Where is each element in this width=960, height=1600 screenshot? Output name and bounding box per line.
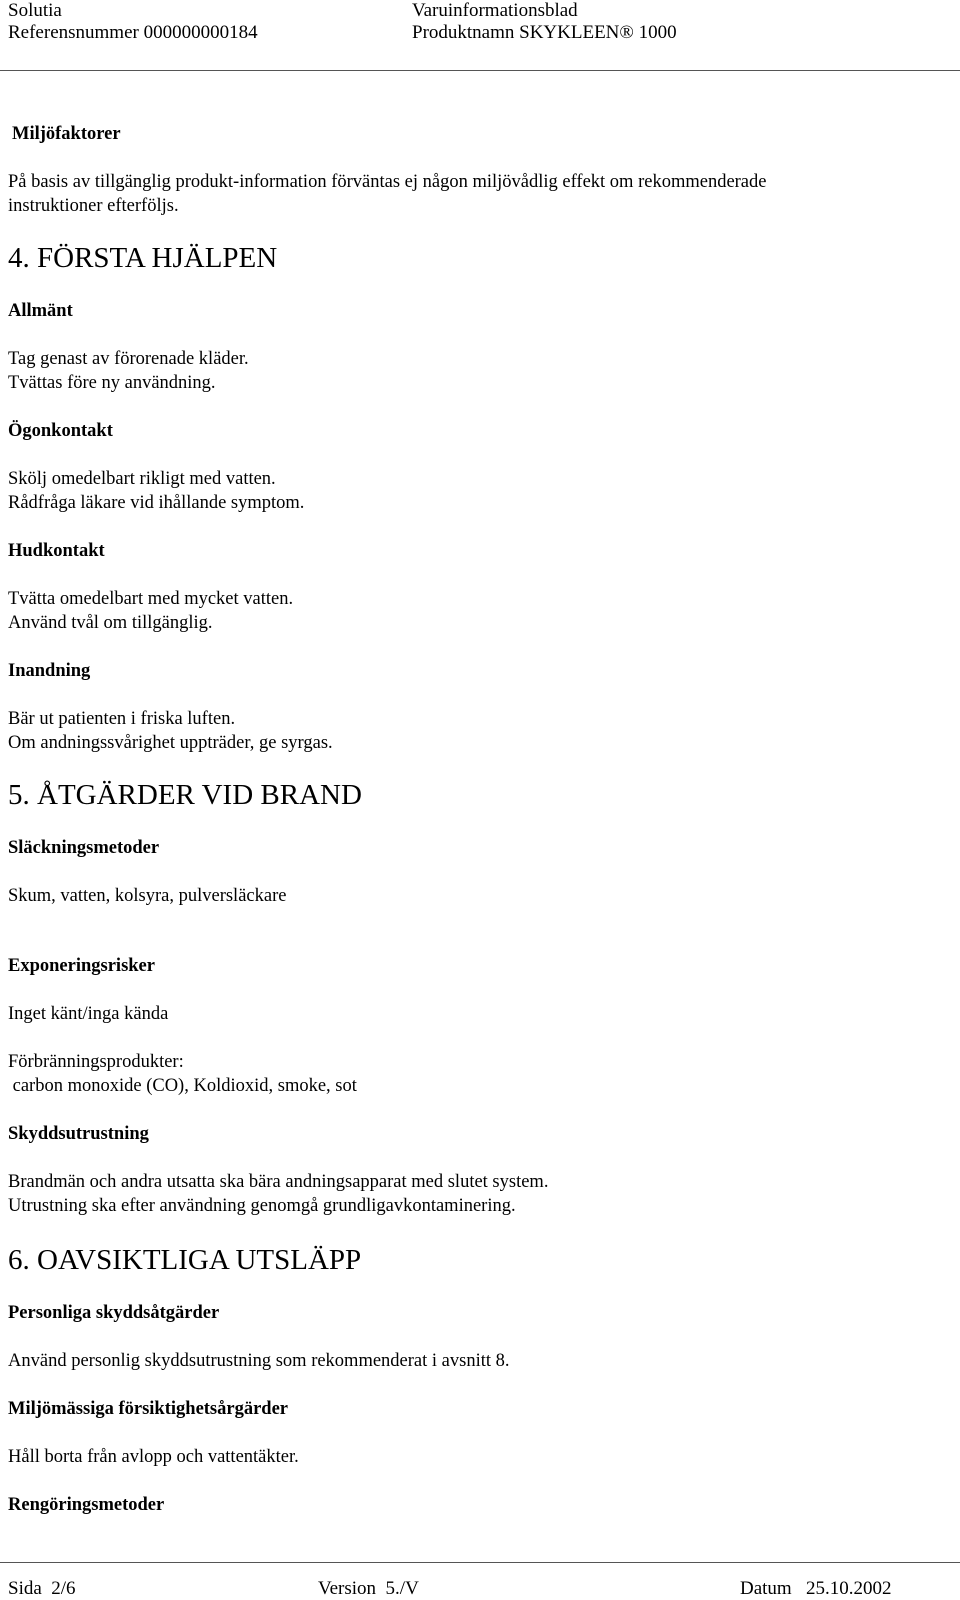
page-number: Sida 2/6: [8, 1578, 76, 1599]
environmental-precautions-heading: Miljömässiga försiktighetsårgärder: [8, 1399, 289, 1419]
version-number: Version 5./V: [318, 1578, 419, 1599]
header-rule: [0, 70, 960, 71]
section-5-title: 5. ÅTGÄRDER VID BRAND: [8, 779, 362, 811]
product-name: Produktnamn SKYKLEEN® 1000: [412, 22, 677, 43]
footer-rule: [0, 1562, 960, 1563]
section-4-title: 4. FÖRSTA HJÄLPEN: [8, 242, 278, 274]
env-factors-heading: Miljöfaktorer: [12, 124, 121, 144]
extinguishing-text: Skum, vatten, kolsyra, pulversläckare: [8, 886, 287, 906]
personal-precautions-text: Använd personlig skyddsutrustning som rekommenderat i avsnitt 8.: [8, 1351, 510, 1371]
skin-contact-text-2: Använd tvål om tillgänglig.: [8, 613, 213, 633]
inhalation-text-1: Bär ut patienten i friska luften.: [8, 709, 236, 729]
general-heading: Allmänt: [8, 301, 73, 321]
general-text-2: Tvättas före ny användning.: [8, 373, 216, 393]
exposure-risks-heading: Exponeringsrisker: [8, 956, 155, 976]
eye-contact-text-2: Rådfråga läkare vid ihållande symptom.: [8, 493, 305, 513]
company-name: Solutia: [8, 0, 62, 21]
extinguishing-heading: Släckningsmetoder: [8, 838, 160, 858]
reference-number: Referensnummer 000000000184: [8, 22, 258, 43]
skin-contact-heading: Hudkontakt: [8, 541, 105, 561]
exposure-risks-text: Inget känt/inga kända: [8, 1004, 169, 1024]
skin-contact-text-1: Tvätta omedelbart med mycket vatten.: [8, 589, 294, 609]
protective-equipment-heading: Skyddsutrustning: [8, 1124, 149, 1144]
protective-equipment-text-1: Brandmän och andra utsatta ska bära andningsapparat med slutet system.: [8, 1172, 549, 1192]
env-factors-text-1: På basis av tillgänglig produkt-information förväntas ej någon miljövådlig effekt om rekommenderade: [8, 172, 767, 192]
inhalation-text-2: Om andningssvårighet uppträder, ge syrgas.: [8, 733, 333, 753]
combustion-products-values: carbon monoxide (CO), Koldioxid, smoke, sot: [8, 1076, 357, 1096]
cleaning-methods-heading: Rengöringsmetoder: [8, 1495, 165, 1515]
environmental-precautions-text: Håll borta från avlopp och vattentäkter.: [8, 1447, 299, 1467]
personal-precautions-heading: Personliga skyddsåtgärder: [8, 1303, 220, 1323]
section-6-title: 6. OAVSIKTLIGA UTSLÄPP: [8, 1244, 362, 1276]
eye-contact-heading: Ögonkontakt: [8, 421, 113, 441]
general-text-1: Tag genast av förorenade kläder.: [8, 349, 249, 369]
document-type: Varuinformationsblad: [412, 0, 578, 21]
inhalation-heading: Inandning: [8, 661, 91, 681]
document-date: Datum 25.10.2002: [740, 1578, 892, 1599]
eye-contact-text-1: Skölj omedelbart rikligt med vatten.: [8, 469, 276, 489]
combustion-products-label: Förbränningsprodukter:: [8, 1052, 184, 1072]
env-factors-text-2: instruktioner efterföljs.: [8, 196, 179, 216]
protective-equipment-text-2: Utrustning ska efter användning genomgå grundligavkontaminering.: [8, 1196, 516, 1216]
